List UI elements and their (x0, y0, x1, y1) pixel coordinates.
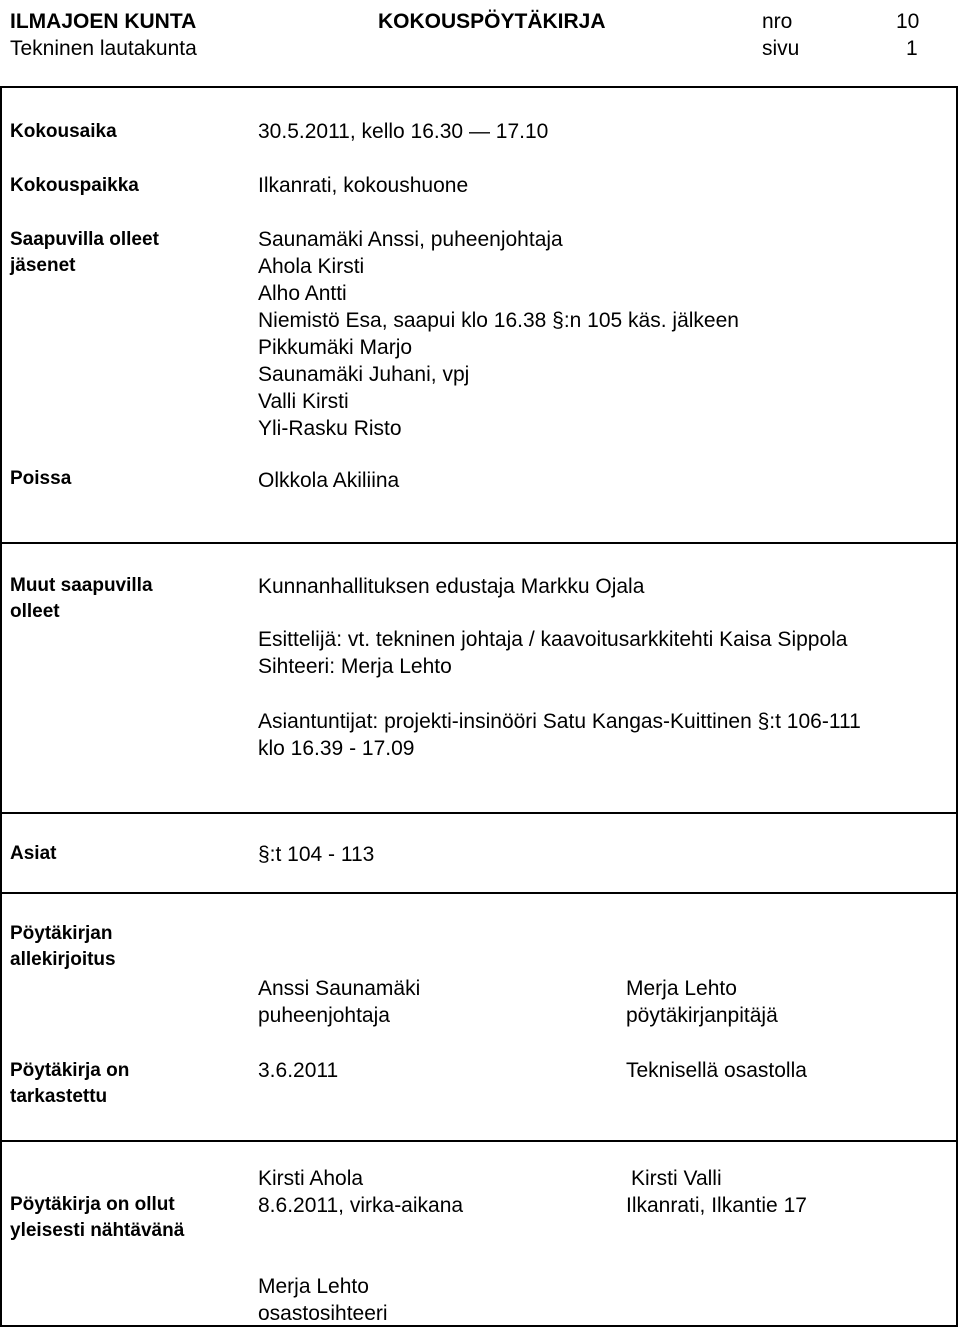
page-label: sivu (762, 37, 800, 60)
checked-label (10, 1058, 129, 1110)
others-label-line-1: Muut saapuvilla (10, 575, 153, 596)
board-name: Tekninen lautakunta (10, 37, 197, 60)
member-item: Alho Antti (258, 282, 347, 305)
secretary-name: Merja Lehto (626, 977, 737, 1000)
members-label (10, 227, 159, 279)
signature-label-line-2: allekirjoitus (10, 949, 116, 970)
checked-label-line-2: tarkastettu (10, 1086, 108, 1107)
page-value: 1 (906, 37, 918, 60)
document-type: KOKOUSPÖYTÄKIRJA (378, 10, 606, 33)
matters-label: Asiat (10, 843, 57, 864)
members-label-line-1: Saapuvilla olleet (10, 229, 159, 250)
member-item: Saunamäki Juhani, vpj (258, 363, 470, 386)
members-label-line-2: jäsenet (10, 255, 76, 276)
officer-name: Merja Lehto (258, 1275, 369, 1298)
public-place: Ilkanrati, Ilkantie 17 (626, 1194, 807, 1217)
officer-role: osastosihteeri (258, 1302, 388, 1325)
meeting-time-value: 30.5.2011, kello 16.30 — 17.10 (258, 120, 549, 143)
experts-time-line: klo 16.39 - 17.09 (258, 737, 415, 760)
member-item: Valli Kirsti (258, 390, 349, 413)
member-item: Pikkumäki Marjo (258, 336, 413, 359)
secretary-signature (626, 975, 778, 1029)
checked-date: 3.6.2011 (258, 1059, 339, 1082)
checked-label-line-1: Pöytäkirja on (10, 1060, 130, 1081)
meeting-place-label: Kokouspaikka (10, 175, 139, 196)
signature-label-line-1: Pöytäkirjan (10, 923, 113, 944)
secretary-role: pöytäkirjanpitäjä (626, 1004, 778, 1027)
absent-label: Poissa (10, 468, 72, 489)
others-label (10, 573, 153, 625)
office-secretary-signature (258, 1273, 388, 1327)
others-label-line-2: olleet (10, 601, 60, 622)
matters-value: §:t 104 - 113 (258, 843, 375, 866)
public-date: 8.6.2011, virka-aikana (258, 1194, 464, 1217)
meeting-place-value: Ilkanrati, kokoushuone (258, 174, 469, 197)
checked-place: Teknisellä osastolla (626, 1059, 807, 1082)
member-item: Saunamäki Anssi, puheenjohtaja (258, 228, 563, 251)
presenter-line: Esittelijä: vt. tekninen johtaja / kaavoitusarkkitehti Kaisa Sippola (258, 628, 848, 651)
public-label-line-1: Pöytäkirja on ollut (10, 1194, 175, 1215)
chair-name: Anssi Saunamäki (258, 977, 421, 1000)
chair-role: puheenjohtaja (258, 1004, 390, 1027)
matters-box (0, 812, 958, 894)
signature-label (10, 921, 116, 973)
member-item: Niemistö Esa, saapui klo 16.38 §:n 105 käs. jälkeen (258, 309, 739, 332)
nro-label: nro (762, 10, 793, 33)
checker-1-name: Kirsti Ahola (258, 1167, 364, 1190)
absent-value: Olkkola Akiliina (258, 469, 400, 492)
meeting-time-label: Kokousaika (10, 121, 117, 142)
member-item: Ahola Kirsti (258, 255, 365, 278)
nro-value: 10 (896, 10, 920, 33)
chair-signature (258, 975, 420, 1029)
public-label-line-2: yleisesti nähtävänä (10, 1220, 185, 1241)
experts-line: Asiantuntijat: projekti-insinööri Satu Kangas-Kuittinen §:t 106-111 (258, 710, 861, 733)
signatures-box (0, 892, 958, 1142)
municipality-name: ILMAJOEN KUNTA (10, 10, 197, 33)
members-list (258, 226, 739, 442)
secretary-line: Sihteeri: Merja Lehto (258, 655, 452, 678)
council-representative: Kunnanhallituksen edustaja Markku Ojala (258, 575, 645, 598)
member-item: Yli-Rasku Risto (258, 417, 402, 440)
public-label (10, 1192, 184, 1244)
checker-2-name: Kirsti Valli (631, 1167, 722, 1190)
